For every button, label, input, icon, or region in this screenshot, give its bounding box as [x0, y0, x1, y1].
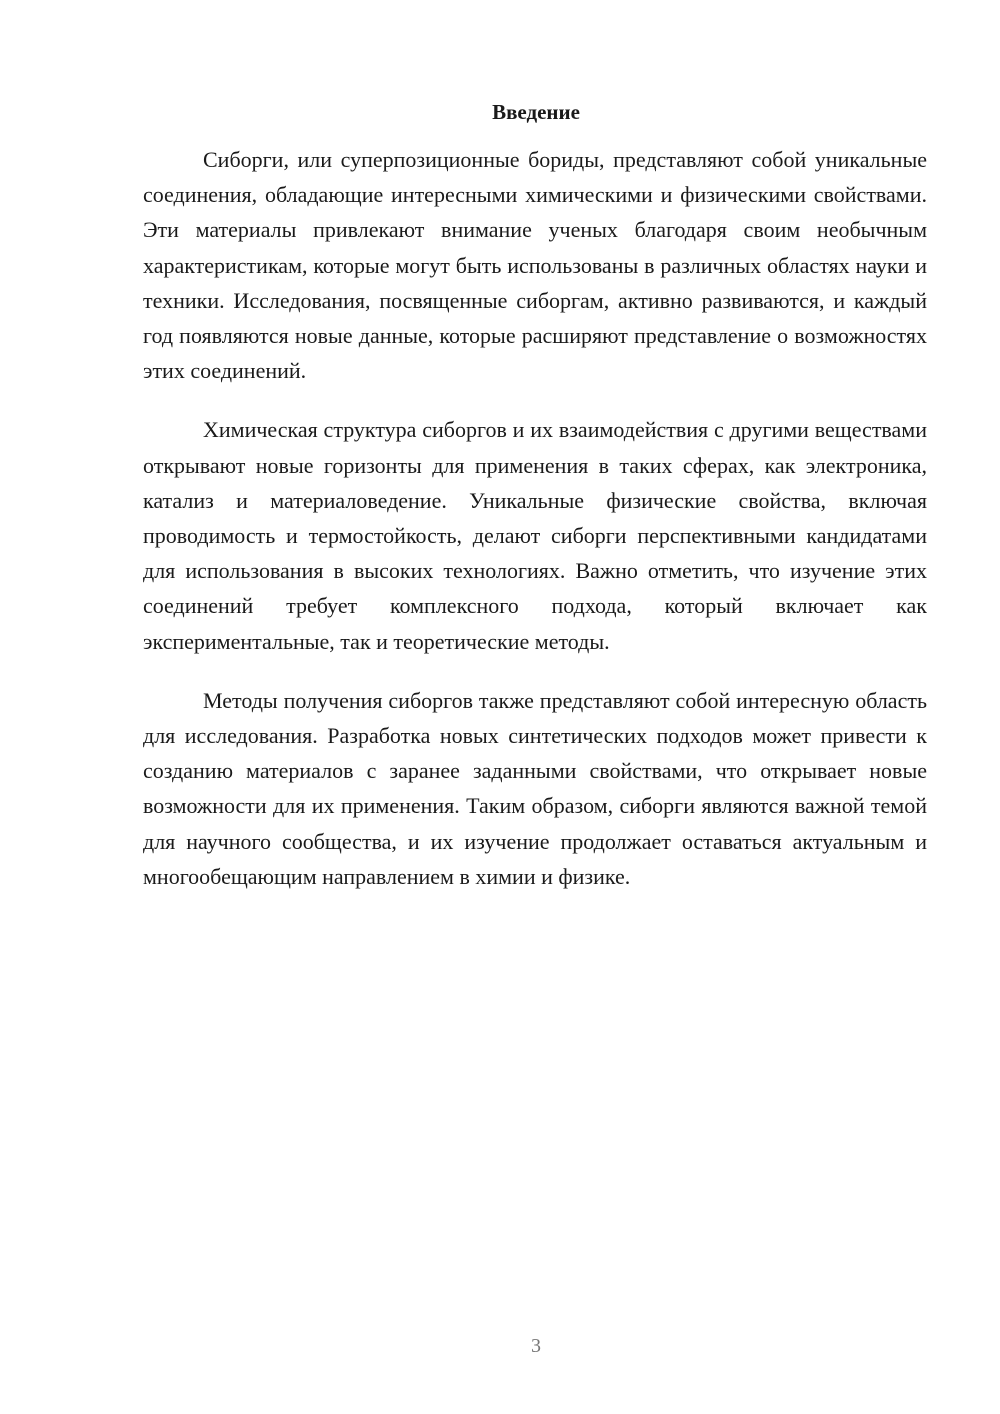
paragraph-1: Сиборги, или суперпозиционные бориды, представляют собой уникальные соединения, обладающие интересными химическими и физическими свойствами. Эти материалы привлекают внимание ученых благодаря своим необычным характеристикам, которые могут быть использованы в различных областях науки и техники. Исследования, посвященные сиборгам, активно развиваются, и каждый год появляются новые данные, которые расширяют представление о возможностях этих соединений.: [143, 147, 927, 384]
body-text: [143, 142, 927, 894]
section-heading: Введение: [492, 100, 580, 124]
paragraph-3: Методы получения сиборгов также представляют собой интересную область для исследования. Разработка новых синтетических подходов может привести к созданию материалов с заранее заданными свойствами, что открывает новые возможности для их применения. Таким образом, сиборги являются важной темой для научного сообщества, и их изучение продолжает оставаться актуальным и многообещающим направлением в химии и физике.: [143, 687, 927, 889]
paragraph-2: Химическая структура сиборгов и их взаимодействия с другими веществами открывают новые горизонты для применения в таких сферах, как электроника, катализ и материаловедение. Уникальные физические свойства, включая проводимость и термостойкость, делают сиборги перспективными кандидатами для использования в высоких технологиях. Важно отметить, что изучение этих соединений требует комплексного подхода, который включает как экспериментальные, так и теоретические методы.: [143, 417, 927, 654]
page-number: 3: [531, 1335, 541, 1357]
